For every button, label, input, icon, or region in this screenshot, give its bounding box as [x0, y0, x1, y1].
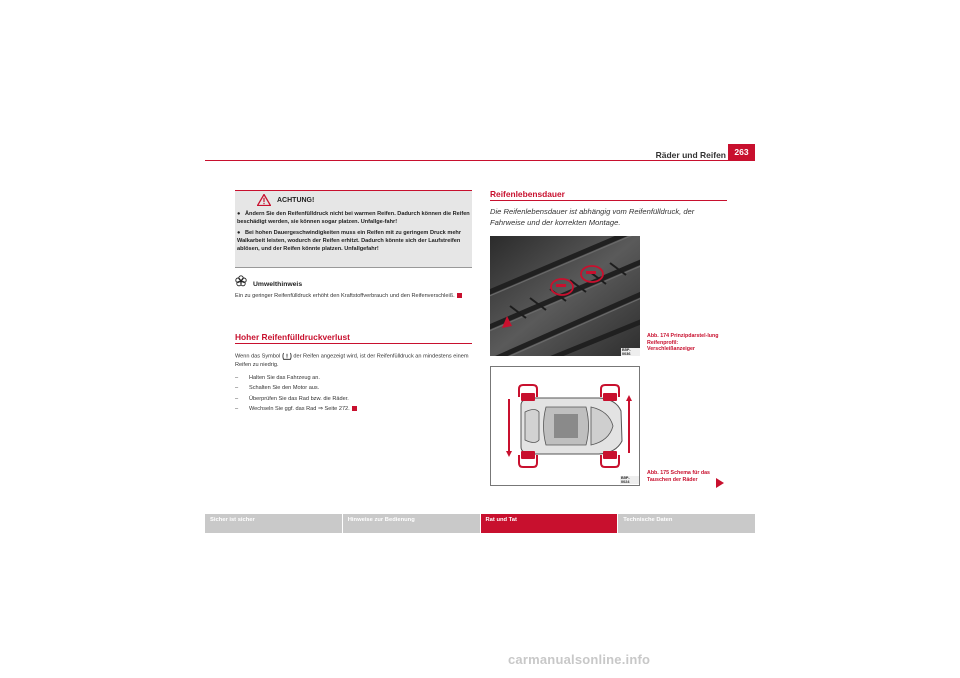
footer-nav: [205, 514, 755, 533]
tire-pressure-warning-icon: [282, 352, 292, 360]
figure-tread-wear-indicator: [490, 236, 640, 356]
section-rule: [235, 343, 472, 344]
list-dash: –: [235, 375, 239, 381]
figure-caption-175: Abb. 175 Schema für das Tauschen der Räder: [647, 470, 710, 483]
section-heading-tire-lifetime: Reifenlebensdauer: [490, 189, 565, 199]
page-reference-link[interactable]: Seite 272.: [324, 406, 350, 413]
environment-text-content: Ein zu geringer Reifenfülldruck erhöht den Kraftstoffverbrauch und den Reifenverschleiß.: [235, 293, 455, 299]
warning-item: [237, 210, 470, 227]
header-rule: [205, 160, 755, 161]
footer-tab-rat-und-tat[interactable]: Rat und Tat: [481, 514, 618, 533]
watermark: carmanualsonline.info: [508, 652, 651, 667]
warning-box: [235, 190, 472, 268]
bullet-icon: ●: [237, 211, 241, 217]
page-number: 263: [728, 144, 755, 160]
step-text: Halten Sie das Fahrzeug an.: [249, 375, 320, 381]
bullet-icon: ●: [237, 229, 241, 236]
warning-item-text: Bei hohen Dauergeschwindigkeiten muss ein Reifen mit zu geringem Druck mehr Walkarbeit leisten, wodurch der Reifen erhitzt. Dadurch könnte sich der Laufstreifen ablösen, und der Reifen könnte platzen. Unfallgefahr!: [237, 229, 462, 253]
step-text: Überprüfen Sie das Rad bzw. die Räder.: [249, 395, 349, 402]
pressure-loss-intro: [235, 352, 472, 369]
section-heading-pressure-loss: Hoher Reifenfülldruckverlust: [235, 332, 350, 342]
intro-text-before: Wenn das Symbol: [235, 353, 281, 360]
tread-illustration: [490, 236, 640, 356]
intro-text-after: der Reifen angezeigt wird, ist der Reifenfülldruck an mindestens einem Reifen zu niedrig.: [235, 353, 469, 368]
section-end-icon: [352, 406, 357, 411]
section-rule: [490, 200, 727, 201]
footer-tab-technische-daten[interactable]: Technische Daten: [618, 514, 755, 533]
warning-item-text: Ändern Sie den Reifenfülldruck nicht bei warmen Reifen. Dadurch können die Reifen beschädigt werden, sie können sogar platzen. Unfallge-fahr!: [237, 211, 470, 226]
list-dash: –: [235, 406, 239, 413]
warning-header: [257, 193, 314, 207]
step-list: [235, 373, 472, 415]
warning-triangle-icon: [257, 194, 271, 206]
list-item: [235, 373, 472, 383]
section-end-icon: [457, 293, 462, 298]
list-item: [235, 404, 472, 414]
figure-wheel-rotation: [490, 366, 640, 486]
chapter-title: Räder und Reifen: [655, 150, 726, 160]
environment-text: [235, 292, 472, 300]
step-text: Schalten Sie den Motor aus.: [249, 385, 320, 392]
figure-code: B5P-0024: [620, 476, 639, 484]
list-dash: –: [235, 395, 239, 402]
figure-caption-174: Abb. 174 Prinzipdarstel-lung Reifenprofil: Verschleißanzeiger: [647, 333, 719, 352]
environment-flower-icon: [235, 275, 247, 287]
warning-title: ACHTUNG!: [277, 196, 315, 204]
environment-title: Umwelthinweis: [253, 281, 303, 288]
warning-body: [237, 210, 470, 255]
continue-arrow-icon: [716, 478, 724, 488]
rotation-diagram: [491, 367, 639, 485]
list-item: [235, 383, 472, 393]
figure-code: B5P-0036: [621, 348, 640, 356]
list-dash: –: [235, 385, 239, 392]
tire-lifetime-lead: Die Reifenlebensdauer ist abhängig vom Reifenfülldruck, der Fahrweise und der korrekten Montage.: [490, 207, 695, 227]
list-item: [235, 394, 472, 404]
footer-tab-bedienung[interactable]: Hinweise zur Bedienung: [343, 514, 480, 533]
page-reference-arrow: ⇒: [317, 406, 323, 413]
footer-tab-sicher[interactable]: Sicher ist sicher: [205, 514, 342, 533]
step-text: Wechseln Sie ggf. das Rad: [249, 406, 317, 413]
warning-item: [237, 229, 470, 254]
